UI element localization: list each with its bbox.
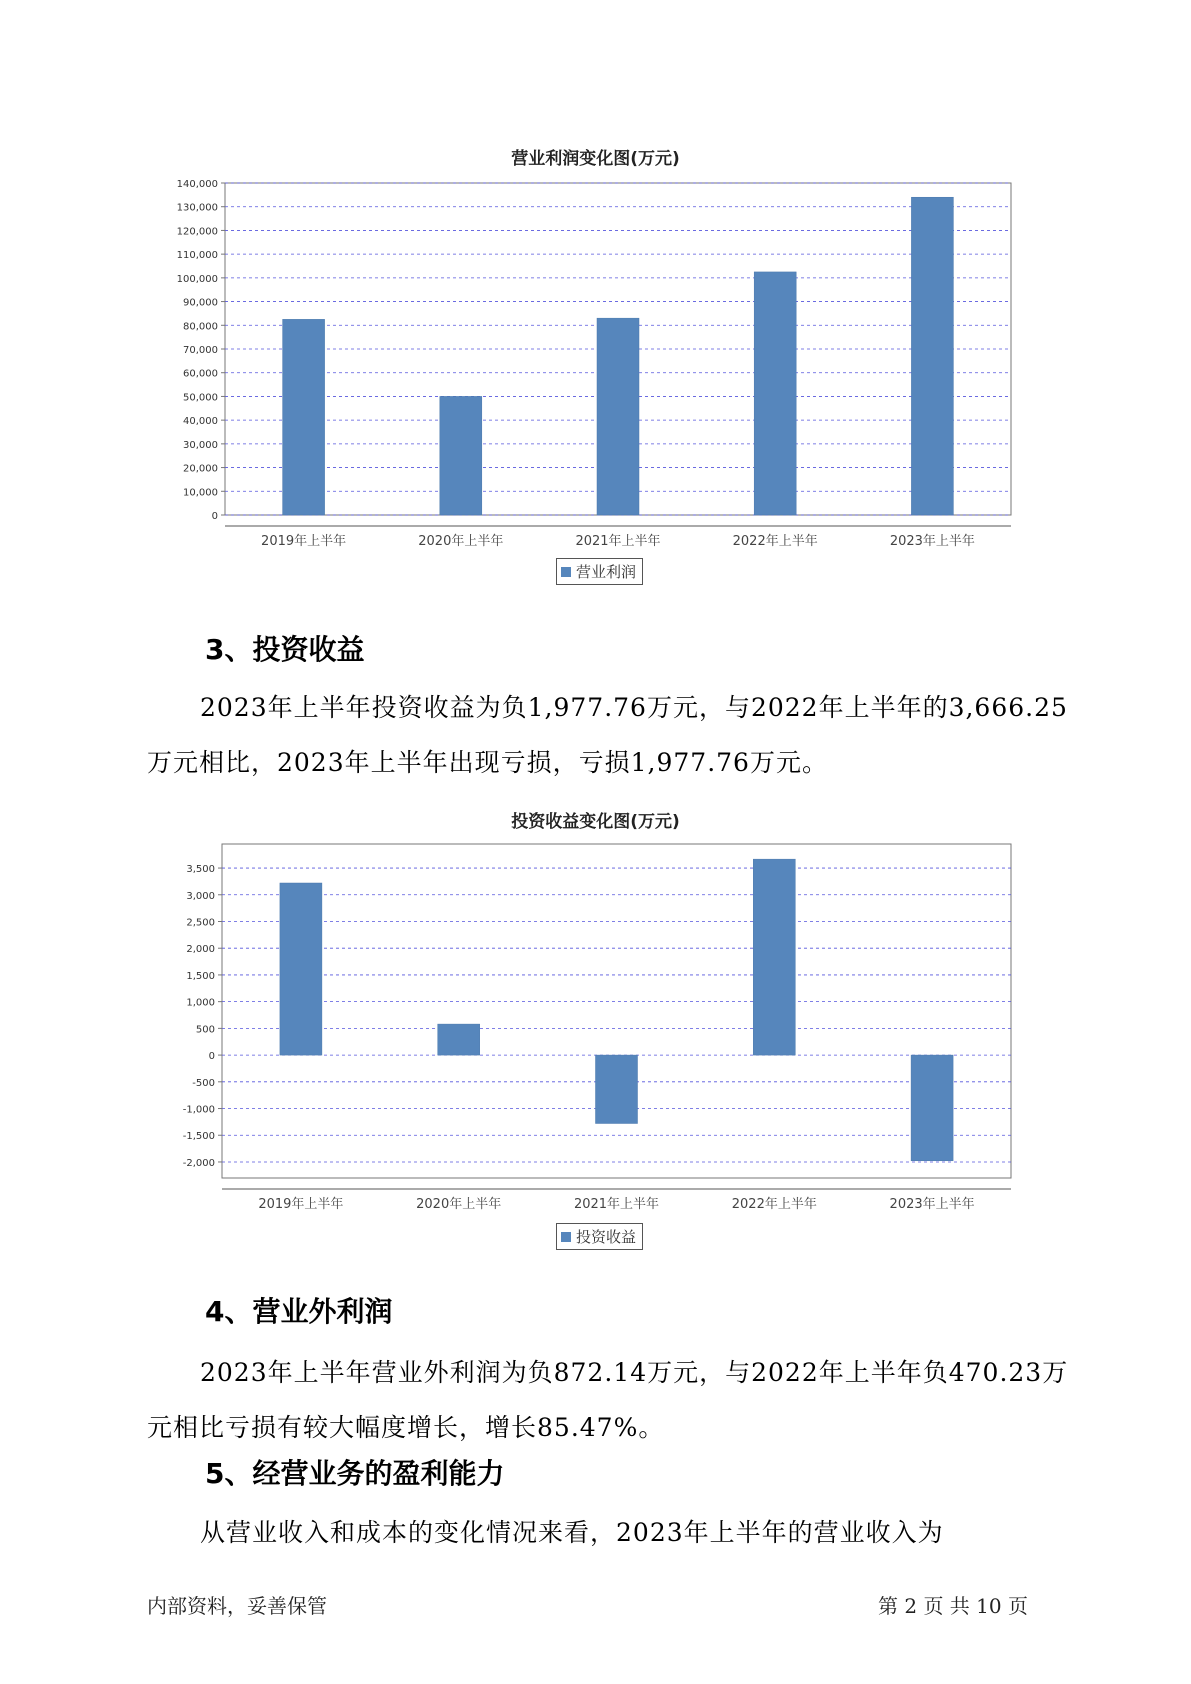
bar — [597, 318, 639, 515]
section3-heading: 3、投资收益 — [205, 633, 365, 666]
y-tick-label: 3,000 — [186, 890, 215, 902]
y-tick-label: 0 — [211, 511, 218, 522]
y-tick-label: 0 — [208, 1051, 215, 1063]
x-category-label: 2022年上半年 — [732, 534, 818, 549]
bar — [911, 1055, 953, 1161]
y-tick-label: 2,500 — [186, 917, 215, 929]
y-tick-label: 90,000 — [183, 297, 218, 309]
y-tick-label: -2,000 — [182, 1157, 215, 1169]
bar — [911, 197, 953, 515]
y-tick-label: 500 — [195, 1024, 215, 1036]
x-category-label: 2021年上半年 — [573, 1197, 660, 1212]
y-tick-label: 70,000 — [183, 345, 218, 356]
x-category-label: 2022年上半年 — [731, 1197, 817, 1212]
bar — [753, 859, 795, 1055]
plot-area — [222, 844, 1011, 1178]
y-tick-label: 140,000 — [176, 179, 218, 190]
y-tick-label: 100,000 — [176, 273, 218, 285]
y-tick-label: 1,000 — [186, 997, 215, 1009]
x-category-label: 2020年上半年 — [418, 534, 504, 549]
y-tick-label: 10,000 — [183, 487, 218, 499]
chart1-legend-label: 营业利润 — [576, 563, 637, 581]
operating-profit-chart — [0, 170, 1191, 560]
y-tick-label: 40,000 — [183, 416, 218, 428]
chart2-title: 投资收益变化图(万元) — [511, 812, 680, 832]
y-tick-label: 130,000 — [176, 202, 218, 214]
legend-swatch-icon — [561, 1232, 571, 1242]
x-category-label: 2019年上半年 — [261, 534, 347, 549]
bar — [438, 1024, 480, 1055]
section5-heading: 5、经营业务的盈利能力 — [205, 1457, 505, 1490]
x-category-label: 2019年上半年 — [258, 1197, 344, 1212]
x-category-label: 2023年上半年 — [889, 534, 975, 549]
investment-income-chart — [0, 838, 1191, 1228]
chart1-title: 营业利润变化图(万元) — [511, 149, 680, 169]
y-tick-label: -1,500 — [182, 1131, 215, 1143]
y-tick-label: 30,000 — [183, 439, 218, 451]
y-tick-label: 120,000 — [176, 226, 218, 238]
y-tick-label: 80,000 — [183, 321, 218, 333]
chart2-legend-label: 投资收益 — [576, 1228, 637, 1246]
chart2-legend — [556, 1223, 643, 1250]
y-tick-label: 3,500 — [186, 864, 215, 876]
x-category-label: 2020年上半年 — [416, 1197, 502, 1212]
legend-swatch-icon — [561, 567, 571, 577]
y-tick-label: 60,000 — [183, 368, 218, 380]
y-tick-label: 110,000 — [176, 250, 218, 262]
y-tick-label: 1,500 — [186, 970, 215, 982]
chart1-legend — [556, 558, 643, 585]
y-tick-label: -1,000 — [182, 1104, 215, 1116]
section4-paragraph: 2023年上半年营业外利润为负872.14万元，与2022年上半年负470.23万元相比亏损有较大幅度增长，增长85.47%。 — [147, 1358, 1069, 1442]
section3-paragraph: 2023年上半年投资收益为负1,977.76万元，与2022年上半年的3,666.25万元相比，2023年上半年出现亏损，亏损1,977.76万元。 — [147, 693, 1068, 777]
x-category-label: 2023年上半年 — [889, 1197, 975, 1212]
y-tick-label: 50,000 — [183, 392, 218, 404]
footer-left: 内部资料，妥善保管 — [147, 1594, 327, 1618]
bar — [440, 396, 482, 515]
y-tick-label: 2,000 — [186, 944, 215, 956]
section5-paragraph: 从营业收入和成本的变化情况来看，2023年上半年的营业收入为 — [200, 1518, 944, 1547]
bar — [280, 883, 322, 1055]
y-tick-label: -500 — [192, 1077, 215, 1089]
section4-heading: 4、营业外利润 — [205, 1295, 393, 1328]
y-tick-label: 20,000 — [183, 463, 218, 475]
footer-page-number: 第 2 页 共 10 页 — [878, 1594, 1028, 1618]
bar — [596, 1055, 638, 1123]
x-category-label: 2021年上半年 — [575, 534, 661, 549]
bar — [754, 272, 796, 515]
bar — [283, 319, 325, 515]
